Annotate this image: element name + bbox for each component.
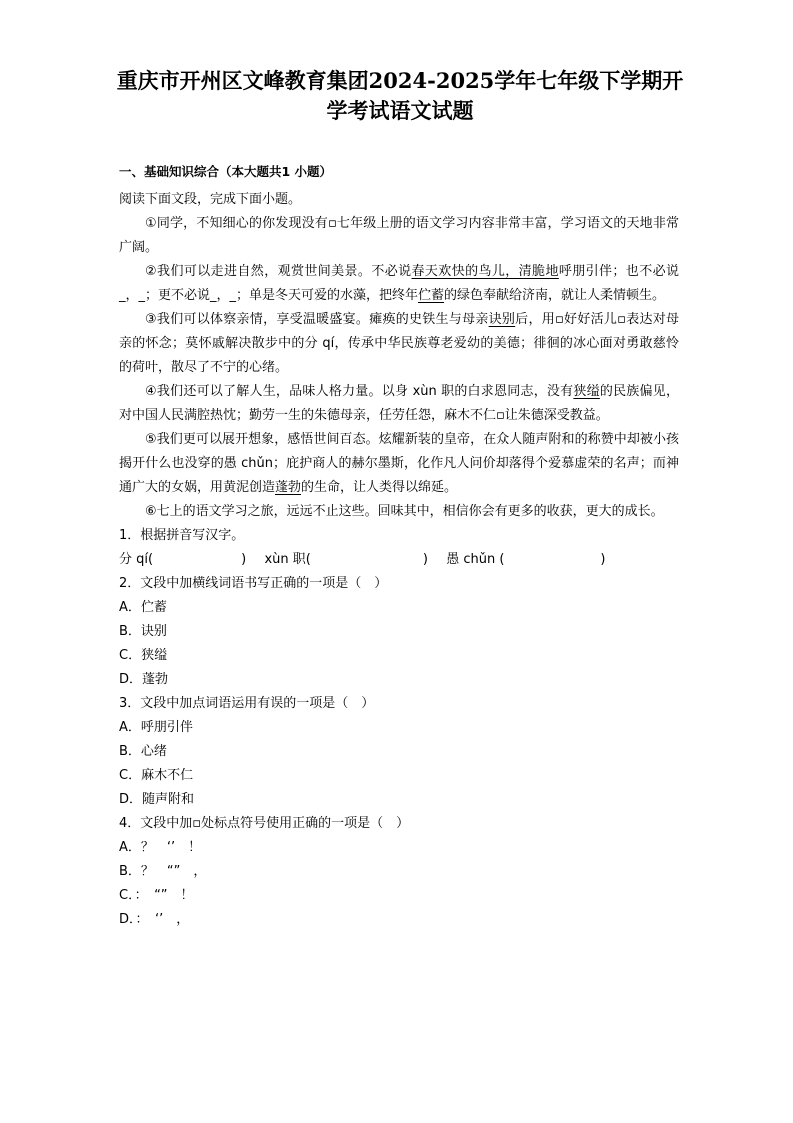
passage-paragraph-3 [119, 308, 679, 380]
passage-paragraph-4 [119, 380, 679, 428]
question-2-stem: 2．文段中加横线词语书写正确的一项是（ ） [119, 576, 388, 591]
q2-option-a[interactable]: A．伫蓄 [119, 600, 167, 615]
q1-blank-a-label: 分 qí( [119, 552, 154, 567]
q4-option-b[interactable]: B．？ “” ， [119, 864, 207, 879]
passage-paragraph-2 [119, 260, 679, 308]
p2-text-a: ②我们可以走进自然，观赏世间美景。不必说 [145, 264, 412, 279]
q3-option-c[interactable]: C．麻木不仁 [119, 768, 194, 783]
q4-option-d[interactable]: D．： ‘’ ， [119, 912, 190, 927]
q1-blank-b-label: xùn 职( [264, 552, 311, 567]
p4-underlined-word: 狭缢 [573, 384, 600, 399]
q3-option-d[interactable]: D．随声附和 [119, 792, 195, 807]
title-line-1: 重庆市开州区文峰教育集团2024-2025学年七年级下学期开 [116, 68, 684, 93]
section-intro: 阅读下面文段，完成下面小题。 [119, 192, 302, 207]
p2-underlined-phrase: 春天欢快的鸟儿，清脆地 [411, 264, 559, 279]
q1-blank-a-close: ) [241, 552, 247, 567]
p5-underlined-word: 蓬勃 [275, 480, 302, 495]
passage-paragraph-5 [119, 428, 679, 500]
p4-text-a: ④我们还可以了解人生，品味人格力量。以身 xùn 职的白求恩同志，没有 [145, 384, 574, 399]
q1-blank-b-close: ) [422, 552, 428, 567]
passage-paragraph-1: ①同学，不知细心的你发现没有▫七年级上册的语文学习内容非常丰富，学习语文的天地非常广阔。 [119, 216, 679, 255]
question-1-blanks [119, 548, 679, 572]
question-1-stem: 1．根据拼音写汉字。 [119, 528, 245, 543]
title-line-2: 学考试语文试题 [326, 98, 474, 123]
q3-option-b[interactable]: B．心绪 [119, 744, 167, 759]
q2-option-d[interactable]: D．蓬勃 [119, 672, 169, 687]
q1-blank-c-label: 愚 chǔn ( [446, 552, 505, 567]
q2-option-b[interactable]: B．诀别 [119, 624, 167, 639]
p5-text-a: ⑤我们更可以展开想象，感悟世间百态。炫耀新装的皇帝，在众人随声附和的称赞中却被小孩揭开什么也没穿的愚 chǔn；庇护商人的赫尔墨斯，化作凡人问价却落得个爱慕虚荣的名声；而神通广大的女娲，用黄泥创造 [119, 432, 679, 495]
p3-underlined-word: 诀别 [488, 312, 516, 327]
document-body [119, 160, 679, 932]
q4-option-a[interactable]: A．？ ‘’ ！ [119, 840, 202, 855]
p2-text-c: 呼朋引伴；也不必说_，_；更不必说_，_；单是冬天可爱的水藻，把终年 [119, 264, 679, 303]
p5-text-c: 的生命，让人类得以绵延。 [301, 480, 458, 495]
passage-paragraph-6: ⑥七上的语文学习之旅，远远不止这些。回味其中，相信你会有更多的收获，更大的成长。 [145, 504, 664, 519]
p3-text-a: ③我们可以体察亲情，享受温暖盛宴。瘫痪的史铁生与母亲 [145, 312, 489, 327]
q4-option-c[interactable]: C．： “” ！ [119, 888, 194, 903]
document-title [100, 66, 700, 126]
question-3-stem: 3．文段中加点词语运用有误的一项是（ ） [119, 696, 375, 711]
q3-option-a[interactable]: A．呼朋引伴 [119, 720, 193, 735]
p2-underlined-word: 伫蓄 [418, 288, 445, 303]
q1-blank-c-close: ) [600, 552, 606, 567]
question-4-stem: 4．文段中加▫处标点符号使用正确的一项是（ ） [119, 816, 410, 831]
q2-option-c[interactable]: C．狭缢 [119, 648, 168, 663]
p3-text-c: 后，用▫好好活儿▫表达对母亲的怀念；莫怀戚解决散步中的分 qí，传承中华民族尊老爱幼的美德；徘徊的冰心面对勇敢慈怜的荷叶，散尽了不宁的心绪。 [119, 312, 680, 375]
section-heading: 一、基础知识综合（本大题共1 小题） [119, 164, 333, 179]
p2-text-e: 的绿色奉献给济南，就让人柔情顿生。 [444, 288, 666, 303]
p4-text-c: 的民族偏见，对中国人民满腔热忱；勤劳一生的朱德母亲，任劳任怨，麻木不仁▫让朱德深受教益。 [119, 384, 679, 423]
